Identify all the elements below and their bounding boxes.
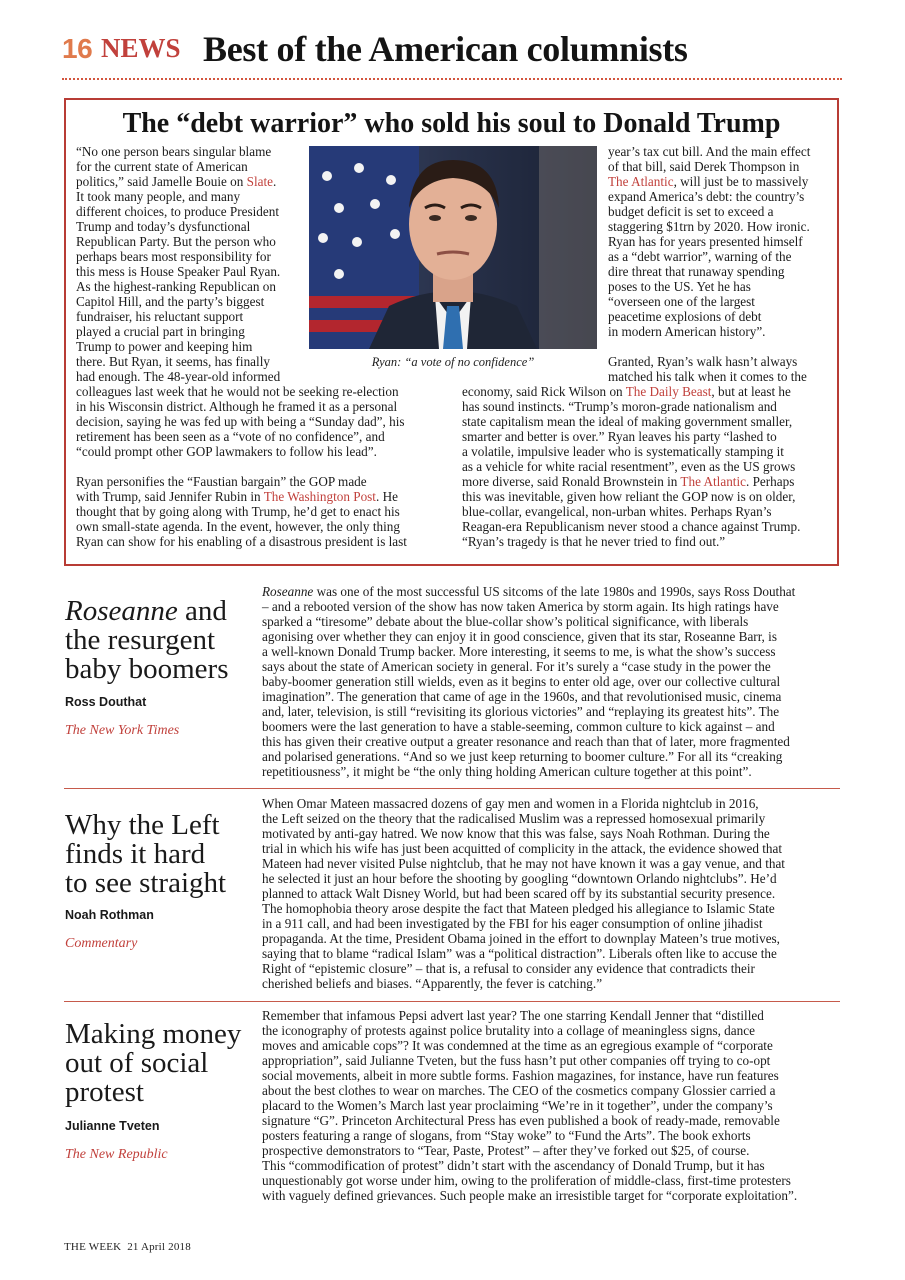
text-line <box>608 174 832 189</box>
article-1-headline <box>65 597 229 684</box>
text-line: Granted, Ryan’s walk hasn’t always <box>608 354 798 369</box>
article-1-author: Ross Douthat <box>65 695 147 709</box>
text-run: politics,” said Jamelle Bouie on <box>76 174 244 189</box>
headline-line: Why the Left <box>65 809 220 841</box>
text-run: with Trump, said Jennifer Rubin in <box>76 489 261 504</box>
text-line: Remember that infamous Pepsi advert last year? The one starring Kendall Jenner that “distilled <box>262 1008 764 1023</box>
text-line: the Left seized on the theory that the radicalised Muslim was a repressed homosexual primarily <box>262 811 766 826</box>
text-line: It took many people, and many <box>76 189 241 204</box>
text-line: and, later, television, is still “revisiting its glorious victories” and “replaying its greatest hits”. The <box>262 704 780 719</box>
article-3-publication[interactable]: The New Republic <box>65 1147 168 1162</box>
headline-line: finds it hard <box>65 838 206 870</box>
page-footer <box>64 1241 191 1253</box>
text-run: . He <box>375 489 398 504</box>
headline-line: the resurgent <box>65 624 216 656</box>
text-line: baby-boomer generation still wields, even as it begins to enter old age, over our collective cultural <box>262 674 781 689</box>
text-run: . <box>273 174 277 189</box>
text-line: of that bill, said Derek Thompson in <box>608 159 800 174</box>
text-line: Ryan personifies the “Faustian bargain” the GOP made <box>76 474 367 489</box>
text-line <box>76 489 448 504</box>
text-line: for the current state of American <box>76 159 248 174</box>
text-line: thought that by going along with Trump, he’d get to enact his <box>76 504 400 519</box>
text-line: boomers were the last generation to have a stable-seeming, common culture to kick against – and <box>262 719 775 734</box>
text-line: “Ryan’s tragedy is that he never tried to find out.” <box>462 534 726 549</box>
text-line: cherished beliefs and biases. “Apparently, the fever is catching.” <box>262 976 603 991</box>
text-line: a well-known Donald Trump backer. More interesting, it seems to me, is what the show’s success <box>262 644 776 659</box>
ryan-photo <box>309 146 597 349</box>
text-line: the iconography of protests against police brutality into a collage of meaningless signs, dance <box>262 1023 755 1038</box>
text-line: with vaguely defined grievances. Such people make an irresistible target for “corporate exploitation”. <box>262 1188 798 1203</box>
feature-left-column <box>76 144 308 384</box>
article-3-headline <box>65 1020 241 1107</box>
page-number: 16 <box>62 33 93 64</box>
text-line: agonising over whether they can enjoy it in good conscience, given that its star, Roseanne Barr, is <box>262 629 777 644</box>
headline-run: and <box>177 595 227 627</box>
text-line: played a crucial part in bringing <box>76 324 245 339</box>
text-line: staggering $1trn by 2020. How ironic. <box>608 219 810 234</box>
text-line: this mess is House Speaker Paul Ryan. <box>76 264 281 279</box>
text-line: Republican Party. But the person who <box>76 234 276 249</box>
text-line: Mateen had never visited Pulse nightclub, that he may not have known it was a gay venue, and that <box>262 856 785 871</box>
text-line: posters featuring a range of slogans, from “Stay woke” to “Fund the Arts”. The book exhorts <box>262 1128 751 1143</box>
headline-italic: Roseanne <box>65 595 178 627</box>
text-line: blue-collar, evangelical, non-urban whites. Perhaps Ryan’s <box>462 504 772 519</box>
text-line: peacetime explosions of debt <box>608 309 762 324</box>
text-line: poses to the US. Yet he has <box>608 279 751 294</box>
text-line: he selected it just an hour before the shooting by googling “downtown Orlando nightclubs”. He’d <box>262 871 777 886</box>
text-line: colleagues last week that he would not be seeking re-election <box>76 384 399 399</box>
article-2-headline <box>65 811 226 898</box>
feature-title: The “debt warrior” who sold his soul to Donald Trump <box>122 108 781 139</box>
text-line <box>462 474 834 489</box>
text-line: Trump to power and keeping him <box>76 339 253 354</box>
section-label: NEWS <box>101 33 181 63</box>
headline-line: protest <box>65 1076 144 1108</box>
text-line: retirement has been seen as a “vote of no confidence”, and <box>76 429 385 444</box>
article-3-author: Julianne Tveten <box>65 1119 160 1133</box>
text-line: budget deficit is set to exceed a <box>608 204 774 219</box>
article-1-body <box>262 584 842 779</box>
text-line: and polarised generations. “And so we just keep returning to boomer culture.” For all its “creaking <box>262 749 783 764</box>
text-line <box>262 584 842 599</box>
article-2-publication[interactable]: Commentary <box>65 936 138 951</box>
headline-line <box>65 597 229 626</box>
headline-line: to see straight <box>65 867 227 899</box>
text-line: – and a rebooted version of the show has now taken America by storm again. Its high ratings have <box>262 599 779 614</box>
article-divider <box>64 1001 840 1002</box>
text-line: moves and amicable cops”? It was condemned at the time as an egregious example of “corporate <box>262 1038 773 1053</box>
text-line: expand America’s debt: the country’s <box>608 189 805 204</box>
text-line: has sound instincts. “Trump’s moron-grade nationalism and <box>462 399 777 414</box>
text-line: motivated by anti-gay hatred. We now know that this was false, says Noah Rothman. During the <box>262 826 770 841</box>
article-1-publication[interactable]: The New York Times <box>65 723 180 738</box>
text-line: Reagan-era Republicanism never stood a chance against Trump. <box>462 519 801 534</box>
text-line: social movements, albeit in more subtle forms. Fashion magazines, for instance, have run features <box>262 1068 779 1083</box>
text-line: state capitalism mean the ideal of making government smaller, <box>462 414 793 429</box>
text-line: there. But Ryan, it seems, has finally <box>76 354 270 369</box>
text-line: imagination”. The generation that came of age in the 1960s, and that revolutionised music, cinema <box>262 689 782 704</box>
text-line <box>462 384 834 399</box>
article-divider <box>64 788 840 789</box>
text-line: Trump and today’s dysfunctional <box>76 219 251 234</box>
text-line: When Omar Mateen massacred dozens of gay men and women in a Florida nightclub in 2016, <box>262 796 759 811</box>
text-line: had enough. The 48-year-old informed <box>76 369 281 384</box>
text-line: unquestionably got worse under him, owing to the proliferation of middle-class, first-time protesters <box>262 1173 791 1188</box>
text-line: placard to the Women’s March last year proclaiming “We’re in it together”, under the company’s <box>262 1098 773 1113</box>
text-line: signature “G”. Princeton Architectural Press has even published a book of ready-made, removable <box>262 1113 780 1128</box>
text-run: was one of the most successful US sitcoms of the late 1980s and 1990s, says Ross Douthat <box>313 584 796 599</box>
text-run: . Perhaps <box>745 474 795 489</box>
publication-link[interactable]: The Washington Post <box>263 489 376 504</box>
headline-line: baby boomers <box>65 653 229 685</box>
photo-caption: Ryan: “a vote of no confidence” <box>371 355 535 369</box>
text-line: Right of “epistemic closure” – that is, a refusal to consider any evidence that contradicts their <box>262 961 755 976</box>
text-line: “No one person bears singular blame <box>76 144 272 159</box>
text-line: repetitiousness”, it might be “the only thing holding American culture together at this point”. <box>262 764 752 779</box>
text-line: in his Wisconsin district. Although he framed it as a personal <box>76 399 398 414</box>
text-line: different choices, to produce President <box>76 204 279 219</box>
text-line: as a “debt warrior”, warning of the <box>608 249 792 264</box>
text-line: about the best clothes to wear on marches. The CEO of the cosmetics company Glossier carried a <box>262 1083 776 1098</box>
article-2-body <box>262 796 842 991</box>
publication-link[interactable]: The Atlantic <box>608 174 674 189</box>
publication-link[interactable]: The Atlantic <box>680 474 746 489</box>
text-line: in modern American history”. <box>608 324 766 339</box>
text-run: economy, said Rick Wilson on <box>462 384 623 399</box>
text-run: more diverse, said Ronald Brownstein in <box>462 474 678 489</box>
text-line: in a 911 call, and had been investigated by the FBI for his eager consumption of online jihadist <box>262 916 763 931</box>
text-run: , will just be to massively <box>673 174 809 189</box>
text-line: planned to attack Walt Disney World, but had been scared off by its substantial security presence. <box>262 886 776 901</box>
text-line <box>76 174 308 189</box>
text-line: Ryan has for years presented himself <box>608 234 803 249</box>
text-line: Ryan can show for his enabling of a disastrous president is last <box>76 534 407 549</box>
text-line: perhaps bears most responsibility for <box>76 249 271 264</box>
page-title: Best of the American columnists <box>203 29 688 69</box>
issue-date: 21 April 2018 <box>127 1241 191 1253</box>
headline-line: out of social <box>65 1047 209 1079</box>
text-line: this was inevitable, given how reliant the GOP now is on older, <box>462 489 796 504</box>
text-run: , but at least he <box>711 384 791 399</box>
header-divider <box>62 78 842 80</box>
text-line: The homophobia theory arose despite the fact that Mateen pledged his allegiance to Islamic State <box>262 901 775 916</box>
publication-link[interactable]: Slate <box>246 174 274 189</box>
text-line: As the highest-ranking Republican on <box>76 279 276 294</box>
text-line: fundraiser, his reluctant support <box>76 309 244 324</box>
text-line: year’s tax cut bill. And the main effect <box>608 144 811 159</box>
text-line: this has given their creative output a greater resonance and reach than that of later, more fragmented <box>262 734 790 749</box>
text-line: matched his talk when it comes to the <box>608 369 807 384</box>
article-2-author: Noah Rothman <box>65 908 154 922</box>
text-line: Capitol Hill, and the party’s biggest <box>76 294 265 309</box>
text-line: saying that to blame “radical Islam” was a “political distraction”. Liberals often like to accuse the <box>262 946 777 961</box>
text-line: dire threat that runaway spending <box>608 264 785 279</box>
text-line: own small-state agenda. In the event, however, the only thing <box>76 519 400 534</box>
text-line: trial in which his wife has just been acquitted of complicity in the attack, the evidence showed that <box>262 841 783 856</box>
text-line: This “commodification of protest” didn’t start with the ascendancy of Donald Trump, but it has <box>262 1158 765 1173</box>
text-line: propaganda. At the time, President Obama joined in the effort to downplay Mateen’s true motives, <box>262 931 780 946</box>
publication-link[interactable]: The Daily Beast <box>625 384 712 399</box>
feature-right-continuation <box>462 384 834 549</box>
text-line: says about the state of American society in general. For it’s surely a “case study in the power the <box>262 659 771 674</box>
feature-left-continuation <box>76 384 448 549</box>
show-title: Roseanne <box>262 584 314 599</box>
text-line: smarter and better is over.” Ryan leaves his party “lashed to <box>462 429 777 444</box>
text-line: sparked a “tiresome” debate about the blue-collar show’s political significance, with liberals <box>262 614 749 629</box>
text-line: a volatile, impulsive leader who is systematically stamping it <box>462 444 784 459</box>
text-line: “overseen one of the largest <box>608 294 755 309</box>
magazine-name: THE WEEK <box>64 1241 122 1253</box>
text-line: “could prompt other GOP lawmakers to follow his lead”. <box>76 444 377 459</box>
text-line: as a vehicle for white racial resentment”, even as the US grows <box>462 459 796 474</box>
headline-line: Making money <box>65 1018 242 1050</box>
article-3-body <box>262 1008 842 1203</box>
text-line: decision, saying he was fed up with being a “Sunday dad”, his <box>76 414 405 429</box>
text-line: appropriation”, said Julianne Tveten, but the fuss hasn’t put other companies off trying to co-opt <box>262 1053 771 1068</box>
text-line: prospective demonstrators to “Tear, Paste, Protest” – after they’ve forked out $25, of course. <box>262 1143 750 1158</box>
feature-right-column <box>608 144 832 384</box>
